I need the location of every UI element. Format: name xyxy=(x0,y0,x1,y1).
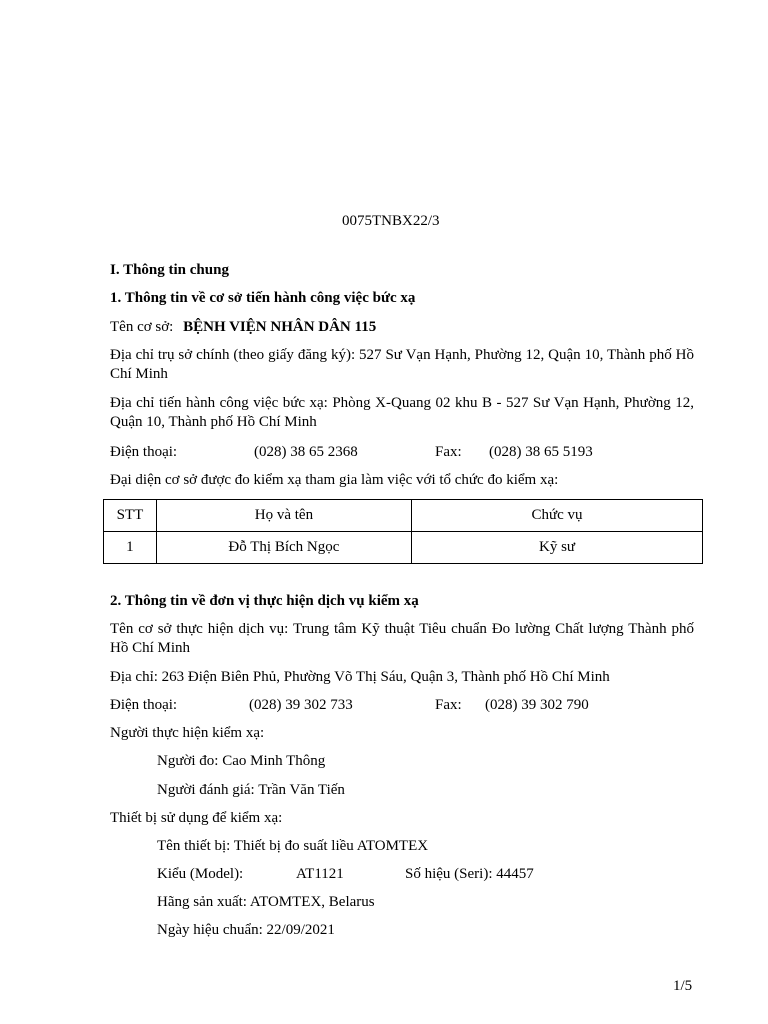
facility-phone-label: Điện thoại: xyxy=(110,444,178,460)
table-header-position: Chức vụ xyxy=(412,500,703,532)
subsection-heading-provider: 2. Thông tin về đơn vị thực hiện dịch vụ kiểm xạ xyxy=(110,593,419,609)
page-number: 1/5 xyxy=(673,978,693,994)
provider-name: Tên cơ sở thực hiện dịch vụ: Trung tâm Kỹ thuật Tiêu chuẩn Đo lường Chất lượng Thành phố Hồ Chí Minh xyxy=(110,621,694,656)
work-address: Địa chỉ tiến hành công việc bức xạ: Phòng X-Quang 02 khu B - 527 Sư Vạn Hạnh, Phường 12, Quận 10, Thành phố Hồ Chí Minh xyxy=(110,395,694,430)
manufacturer: Hãng sản xuất: ATOMTEX, Belarus xyxy=(157,894,375,910)
table-row xyxy=(104,532,703,564)
facility-name-label: Tên cơ sở: xyxy=(110,319,174,335)
provider-address: Địa chỉ: 263 Điện Biên Phủ, Phường Võ Thị Sáu, Quận 3, Thành phố Hồ Chí Minh xyxy=(110,669,610,685)
provider-fax-value: (028) 39 302 790 xyxy=(485,697,589,713)
calibration-date: Ngày hiệu chuẩn: 22/09/2021 xyxy=(157,922,335,938)
table-header-stt: STT xyxy=(104,500,157,532)
equipment-label: Thiết bị sử dụng để kiểm xạ: xyxy=(110,810,283,826)
section-heading-general-info: I. Thông tin chung xyxy=(110,262,229,278)
document-code: 0075TNBX22/3 xyxy=(342,213,440,229)
table-cell-position: Kỹ sư xyxy=(412,532,703,564)
head-office-address: Địa chỉ trụ sở chính (theo giấy đăng ký): 527 Sư Vạn Hạnh, Phường 12, Quận 10, Thành phố Hồ Chí Minh xyxy=(110,347,694,382)
facility-name: BỆNH VIỆN NHÂN DÂN 115 xyxy=(183,319,377,335)
table-cell-stt: 1 xyxy=(104,532,157,564)
subsection-heading-facility: 1. Thông tin về cơ sở tiến hành công việc bức xạ xyxy=(110,290,416,306)
facility-fax-label: Fax: xyxy=(435,444,462,460)
provider-phone-value: (028) 39 302 733 xyxy=(249,697,353,713)
evaluator: Người đánh giá: Trần Văn Tiến xyxy=(157,782,345,798)
table-header-row xyxy=(104,500,703,532)
measurer: Người đo: Cao Minh Thông xyxy=(157,753,326,769)
serial-number: Số hiệu (Seri): 44457 xyxy=(405,866,534,882)
device-name: Tên thiết bị: Thiết bị đo suất liều ATOMTEX xyxy=(157,838,429,854)
table-cell-name: Đỗ Thị Bích Ngọc xyxy=(156,532,411,564)
inspectors-label: Người thực hiện kiểm xạ: xyxy=(110,725,265,741)
facility-name-line xyxy=(110,318,376,337)
provider-fax-label: Fax: xyxy=(435,697,462,713)
representative-table xyxy=(103,499,703,564)
representative-intro: Đại diện cơ sở được đo kiểm xạ tham gia làm việc với tổ chức đo kiểm xạ: xyxy=(110,472,559,488)
facility-phone-value: (028) 38 65 2368 xyxy=(254,444,358,460)
model-label: Kiểu (Model): xyxy=(157,866,244,882)
provider-phone-label: Điện thoại: xyxy=(110,697,178,713)
table-header-name: Họ và tên xyxy=(156,500,411,532)
model-value: AT1121 xyxy=(296,866,344,882)
facility-fax-value: (028) 38 65 5193 xyxy=(489,444,593,460)
